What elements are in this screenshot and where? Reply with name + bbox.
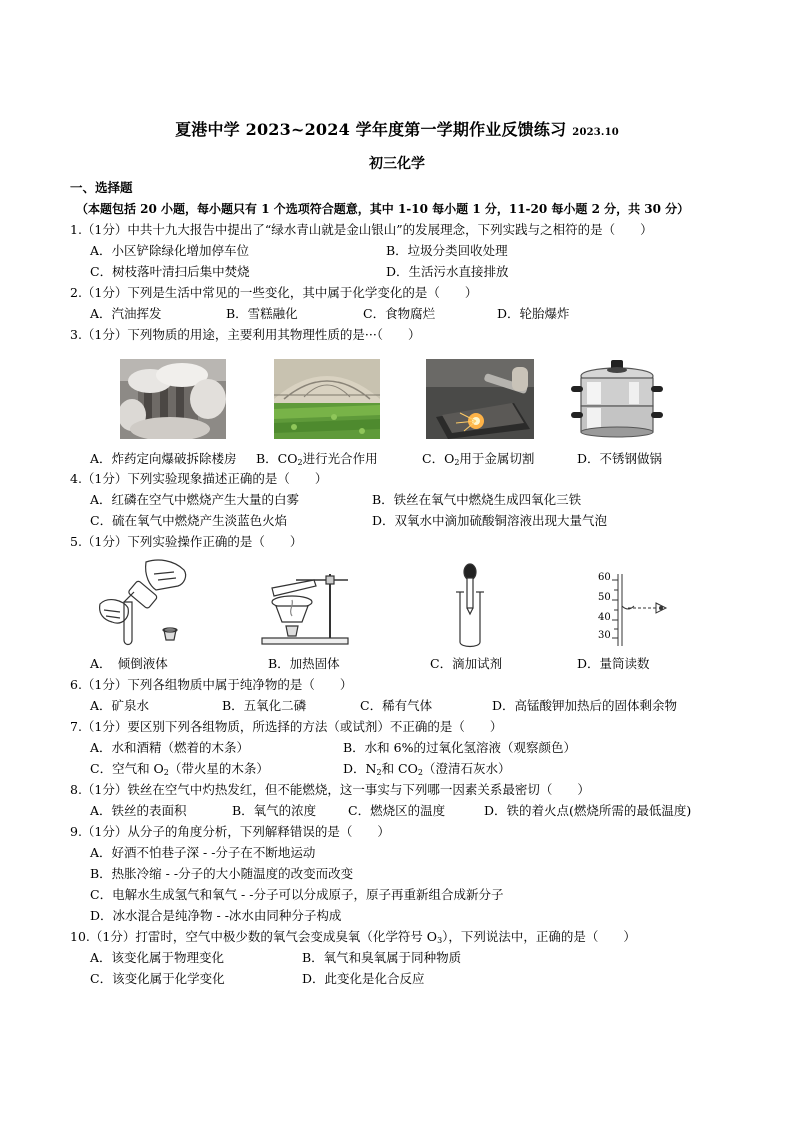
q2-option-a: A．汽油挥发	[90, 306, 162, 321]
q7-option-c-post: （带火星的木条）	[168, 761, 269, 776]
q7-option-d	[343, 761, 510, 781]
cylinder-mark-30: 30	[598, 630, 611, 641]
q3-option-b-post: 进行光合作用	[302, 451, 378, 466]
q7-option-c-sub: 2	[163, 768, 169, 777]
q10-option-b: B．氧气和臭氧属于同种物质	[302, 950, 462, 965]
exam-subtitle: 初三化学	[369, 156, 425, 172]
q10-option-c: C．该变化属于化学变化	[90, 971, 225, 986]
exam-date: 2023.10	[572, 127, 619, 138]
q6-stem: 6.（1分）下列各组物质中属于纯净物的是（ ）	[70, 677, 353, 692]
q7-option-d-pre: D．N	[343, 761, 377, 776]
q3-option-d: D．不锈钢做锅	[577, 451, 663, 466]
heating-solid-image	[256, 566, 352, 648]
q3-option-c	[422, 451, 534, 471]
q7-stem: 7.（1分）要区别下列各组物质，所选择的方法（或试剂）不正确的是（ ）	[70, 719, 503, 734]
q9-option-c: C．电解水生成氢气和氧气 - -分子可以分成原子，原子再重新组合成新分子	[90, 887, 504, 902]
q9-option-b: B．热胀冷缩 - -分子的大小随温度的改变而改变	[90, 866, 354, 881]
cylinder-mark-60: 60	[598, 572, 611, 583]
q2-option-c: C．食物腐烂	[363, 306, 436, 321]
section-note: （本题包括 20 小题，每小题只有 1 个选项符合题意，其中 1-10 每小题 1 分，11-20 每小题 2 分，共 30 分）	[76, 202, 690, 216]
q10-stem-sub: 3	[437, 936, 443, 945]
q7-option-c-pre: C．空气和 O	[90, 761, 164, 776]
q4-option-d: D．双氧水中滴加硫酸铜溶液出现大量气泡	[372, 513, 608, 528]
q5-stem: 5.（1分）下列实验操作正确的是（ ）	[70, 534, 303, 549]
exam-title	[0, 117, 794, 140]
cylinder-mark-40: 40	[598, 612, 611, 623]
q4-option-a: A．红磷在空气中燃烧产生大量的白雾	[90, 492, 300, 507]
demolition-image	[120, 359, 226, 439]
q7-option-a: A．水和酒精（燃着的木条）	[90, 740, 250, 755]
q8-option-b: B．氧气的浓度	[232, 803, 317, 818]
q7-option-b: B．水和 6%的过氧化氢溶液（观察颜色）	[343, 740, 576, 755]
q10-stem-pre: 10.（1分）打雷时，空气中极少数的氧气会变成臭氧（化学符号 O	[70, 929, 438, 944]
q3-option-b-sub: 2	[297, 458, 303, 467]
q7-option-d-sub2: 2	[417, 768, 423, 777]
q5-option-c: C．滴加试剂	[430, 656, 503, 671]
metal-cutting-image	[426, 359, 534, 439]
q1-stem: 1.（1分）中共十九大报告中提出了“绿水青山就是金山银山”的发展理念，下列实践与之相符的是（ ）	[70, 222, 653, 237]
cylinder-mark-50: 50	[598, 592, 611, 603]
q4-stem: 4.（1分）下列实验现象描述正确的是（ ）	[70, 471, 328, 486]
q3-option-a: A．炸药定向爆破拆除楼房	[90, 451, 237, 466]
q8-option-d: D．铁的着火点(燃烧所需的最低温度)	[484, 803, 692, 818]
pouring-liquid-image	[94, 556, 198, 648]
q1-option-d: D．生活污水直接排放	[386, 264, 509, 279]
q10-stem	[70, 929, 636, 949]
q7-option-d-sub1: 2	[376, 768, 382, 777]
q8-stem: 8.（1分）铁丝在空气中灼热发红，但不能燃烧，这一事实与下列哪一因素关系最密切（ ）	[70, 782, 590, 797]
q2-option-d: D．轮胎爆炸	[497, 306, 570, 321]
greenhouse-image	[274, 359, 380, 439]
q3-option-c-pre: C．O	[422, 451, 455, 466]
q4-option-c: C．硫在氧气中燃烧产生淡蓝色火焰	[90, 513, 288, 528]
q2-option-b: B．雪糕融化	[226, 306, 298, 321]
q7-option-c	[90, 761, 269, 781]
q6-option-c: C．稀有气体	[360, 698, 433, 713]
q8-option-c: C．燃烧区的温度	[348, 803, 446, 818]
q9-option-a: A．好酒不怕巷子深 - -分子在不断地运动	[90, 845, 316, 860]
q1-option-c: C．树枝落叶清扫后集中焚烧	[90, 264, 250, 279]
q6-option-d: D．高锰酸钾加热后的固体剩余物	[492, 698, 678, 713]
q10-stem-post: ），下列说法中，正确的是（ ）	[442, 929, 636, 944]
q6-option-a: A．矿泉水	[90, 698, 150, 713]
graduated-cylinder-image	[592, 572, 672, 648]
q3-stem: 3.（1分）下列物质的用途，主要利用其物理性质的是···（ ）	[70, 327, 421, 342]
q4-option-b: B．铁丝在氧气中燃烧生成四氧化三铁	[372, 492, 582, 507]
q10-option-a: A．该变化属于物理变化	[90, 950, 225, 965]
q10-option-d: D．此变化是化合反应	[302, 971, 425, 986]
q5-option-d: D．量筒读数	[577, 656, 650, 671]
q2-stem: 2.（1分）下列是生活中常见的一些变化，其中属于化学变化的是（ ）	[70, 285, 478, 300]
q1-option-b: B．垃圾分类回收处理	[386, 243, 508, 258]
dropper-image	[450, 562, 490, 648]
q6-option-b: B．五氧化二磷	[222, 698, 307, 713]
exam-title-text: 夏港中学 2023~2024 学年度第一学期作业反馈练习	[175, 120, 567, 139]
q5-option-b: B．加热固体	[268, 656, 340, 671]
steel-pot-image	[571, 352, 663, 440]
q8-option-a: A．铁丝的表面积	[90, 803, 187, 818]
q3-option-b	[256, 451, 378, 471]
q9-option-d: D．冰水混合是纯净物 - -冰水由同种分子构成	[90, 908, 342, 923]
q3-option-c-post: 用于金属切割	[459, 451, 535, 466]
section-heading: 一、选择题	[70, 180, 133, 195]
q5-option-a: A． 倾倒液体	[90, 656, 168, 671]
q7-option-d-post: （澄清石灰水）	[422, 761, 511, 776]
q3-option-c-sub: 2	[454, 458, 460, 467]
q9-stem: 9.（1分）从分子的角度分析，下列解释错误的是（ ）	[70, 824, 390, 839]
q1-option-a: A．小区铲除绿化增加停车位	[90, 243, 250, 258]
q7-option-d-mid: 和 CO	[381, 761, 418, 776]
q3-option-b-pre: B．CO	[256, 451, 298, 466]
